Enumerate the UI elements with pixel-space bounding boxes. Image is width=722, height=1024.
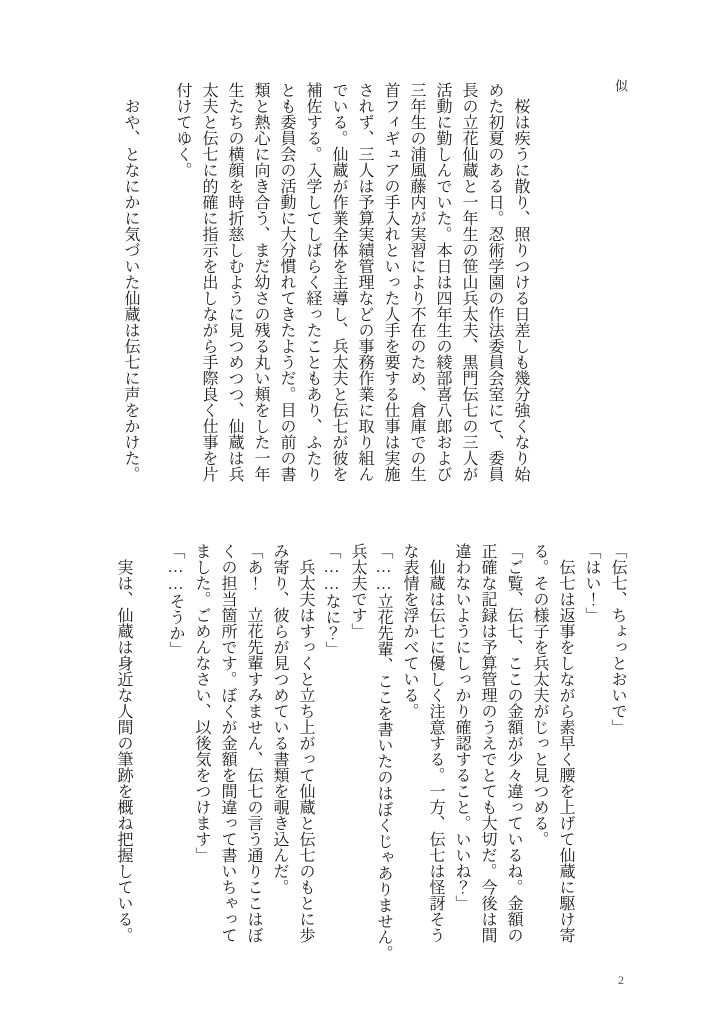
text-line: 生たちの横顔を時折慈しむように見つめつつ、仙蔵は兵 <box>226 82 243 482</box>
text-line: 「はい！」 <box>583 543 600 623</box>
text-line: ました。ごめんなさい、以後気をつけます」 <box>193 543 210 863</box>
text-block-top <box>117 82 533 496</box>
text-line: 首フィギュアの手入れといった人手を要する仕事は実施 <box>382 82 399 482</box>
text-line: でいる。仙蔵が作業全体を主導し、兵太夫と伝七が彼を <box>330 82 347 482</box>
text-line: 「……立花先輩、ここを書いたのはぼくじゃありません。 <box>375 543 392 961</box>
text-line: 「……そうか」 <box>167 543 184 657</box>
text-line: 実は、仙蔵は身近な人間の筆跡を概ね把握している。 <box>115 543 132 943</box>
text-line: 付けてゆく。 <box>174 82 191 178</box>
text-line: おや、となにかに気づいた仙蔵は伝七に声をかけた。 <box>122 82 139 482</box>
text-line: 長の立花仙蔵と一年生の笹山兵太夫、黒門伝七の三人が <box>460 82 477 482</box>
text-line: 違わないようにしっかり確認すること。いいね？」 <box>453 543 470 911</box>
blank-line <box>143 82 169 496</box>
text-line: くの担当箇所です。ぼくが金額を間違って書いちゃって <box>219 543 236 943</box>
text-line: 桜は疾うに散り、照りつける日差しも幾分強くなり始 <box>512 82 529 482</box>
text-line: 兵太夫です」 <box>349 543 366 639</box>
text-line: 伝七は返事をしながら素早く腰を上げて仙蔵に駆け寄 <box>557 543 574 943</box>
text-block-bottom <box>110 543 630 961</box>
text-line: 太夫と伝七に的確に指示を出しながら手際良く仕事を片 <box>200 82 217 482</box>
text-line: 「伝七、ちょっとおいで」 <box>609 543 626 735</box>
text-line: 三年生の浦風藤内が実習により不在のため、倉庫での生 <box>408 82 425 482</box>
text-line: な表情を浮かべている。 <box>401 543 418 719</box>
text-line: 「あ！ 立花先輩すみません、伝七の言う通りここはぼ <box>245 543 262 943</box>
blank-line <box>136 543 162 957</box>
text-line: 補佐する。入学してしばらく経ったこともあり、ふたり <box>304 82 321 482</box>
text-line: 兵太夫はすっくと立ち上がって仙蔵と伝七のもとに歩 <box>297 543 314 943</box>
text-line: されず、三人は予算実績管理などの事務作業に取り組ん <box>356 82 373 482</box>
text-line: る。その様子を兵太夫がじっと見つめる。 <box>531 543 548 847</box>
text-line: とも委員会の活動に大分慣れてきたようだ。目の前の書 <box>278 82 295 482</box>
page-number: 2 <box>618 973 624 987</box>
text-line: 活動に勤しんでいた。本日は四年生の綾部喜八郎および <box>434 82 451 482</box>
text-line: 「……なに？」 <box>323 543 340 657</box>
text-line: めた初夏のある日。忍術学園の作法委員会室にて、委員 <box>486 82 503 482</box>
text-line: 正確な記録は予算管理のうえでとても大切だ。今後は間 <box>479 543 496 943</box>
text-line: 「ご覧、伝七、ここの金額が少々違っているね。金額の <box>505 543 522 943</box>
text-line: 仙蔵は伝七に優しく注意する。一方、伝七は怪訝そう <box>427 543 444 943</box>
text-line: 類と熱心に向き合う、まだ幼さの残る丸い頬をした一年 <box>252 82 269 482</box>
running-header: 似 <box>613 79 628 92</box>
text-line: み寄り、彼らが見つめている書類を覗き込んだ。 <box>271 543 288 895</box>
